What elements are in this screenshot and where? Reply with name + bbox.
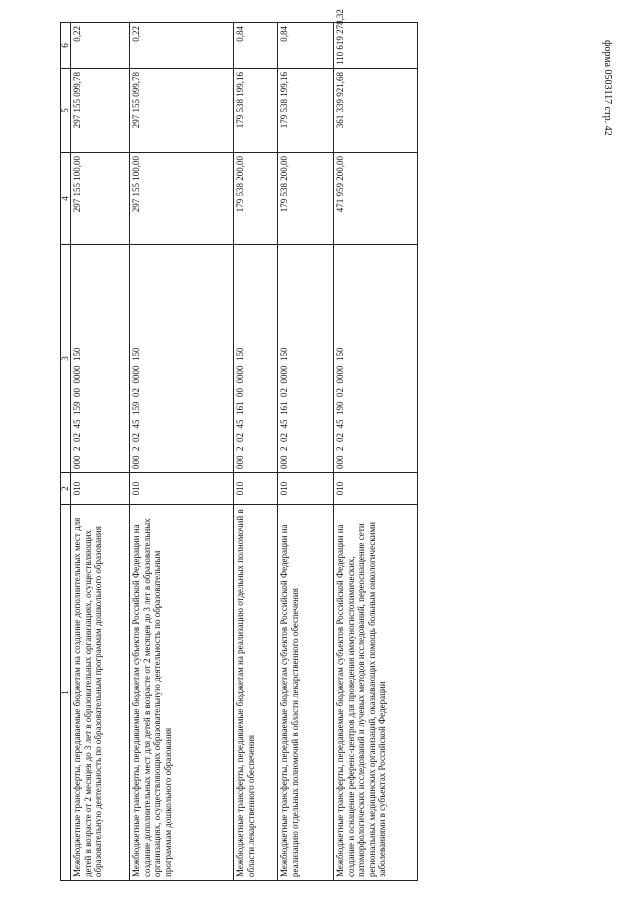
col-num-5: 5	[61, 69, 71, 153]
row-name: Межбюджетные трансферты, передаваемые бюджетам на создание дополнительных мест для детей в возрасте от 2 месяцев до 3 лет в образовательных организациях, осуществляющих образовательную деятельность по образовательным программам дошкольного образования	[71, 505, 130, 881]
row-line-code: 010	[278, 473, 334, 505]
table-row	[278, 23, 334, 881]
row-name: Межбюджетные трансферты, передаваемые бюджетам на реализацию отдельных полномочий в области лекарственного обеспечения	[234, 505, 278, 881]
row-line-code: 010	[334, 473, 418, 505]
table-row	[71, 23, 130, 881]
table-row	[334, 23, 418, 881]
row-budget-code: 000 2 02 45 190 02 0000 150	[334, 245, 418, 473]
row-approved: 297 155 100,00	[71, 153, 130, 245]
row-budget-code: 000 2 02 45 159 02 0000 150	[130, 245, 234, 473]
row-executed: 361 339 921,68	[334, 69, 418, 153]
row-approved: 179 538 200,00	[278, 153, 334, 245]
row-executed: 297 155 099,78	[130, 69, 234, 153]
row-executed: 179 538 199,16	[278, 69, 334, 153]
row-budget-code: 000 2 02 45 161 02 0000 150	[278, 245, 334, 473]
row-budget-code: 000 2 02 45 161 00 0000 150	[234, 245, 278, 473]
form-page-label: форма 0503117 стр. 42	[602, 40, 613, 136]
row-name: Межбюджетные трансферты, передаваемые бюджетам субъектов Российской Федерации на реализацию отдельных полномочий в области лекарственного обеспечения	[278, 505, 334, 881]
row-unexecuted: 0,22	[130, 23, 234, 69]
column-number-row	[61, 23, 71, 881]
row-budget-code: 000 2 02 45 159 00 0000 150	[71, 245, 130, 473]
table-row	[130, 23, 234, 881]
row-executed: 297 155 099,78	[71, 69, 130, 153]
row-approved: 179 538 200,00	[234, 153, 278, 245]
budget-execution-table	[60, 9, 418, 881]
col-num-3: 3	[61, 245, 71, 473]
row-line-code: 010	[130, 473, 234, 505]
row-line-code: 010	[71, 473, 130, 505]
row-unexecuted: 0,84	[234, 23, 278, 69]
row-line-code: 010	[234, 473, 278, 505]
report-table-rotated	[60, 9, 410, 881]
row-approved: 297 155 100,00	[130, 153, 234, 245]
row-name: Межбюджетные трансферты, передаваемые бюджетам субъектов Российской Федерации на создание дополнительных мест для детей в возрасте от 2 месяцев до 3 лет в образовательных организациях, осуществляющих образовательную деятельность по образовательным программам дошкольного образования	[130, 505, 234, 881]
row-executed: 179 538 199,16	[234, 69, 278, 153]
col-num-1: 1	[61, 505, 71, 881]
col-num-2: 2	[61, 473, 71, 505]
row-approved: 471 959 200,00	[334, 153, 418, 245]
row-unexecuted: 0,22	[71, 23, 130, 69]
col-num-6: 6	[61, 23, 71, 69]
table-row	[234, 23, 278, 881]
row-unexecuted: 0,84	[278, 23, 334, 69]
col-num-4: 4	[61, 153, 71, 245]
row-name: Межбюджетные трансферты, передаваемые бюджетам субъектов Российской Федерации на создание и оснащение референс-центров для проведения иммуногистохимических, патоморфологических исследований и лучевых методов исследований, переоснащение сети региональных медицинских организаций, оказывающих помощь больным онкологическими заболеваниями в субъектах Российской Федерации	[334, 505, 418, 881]
row-unexecuted: 110 619 278,32	[334, 23, 418, 69]
